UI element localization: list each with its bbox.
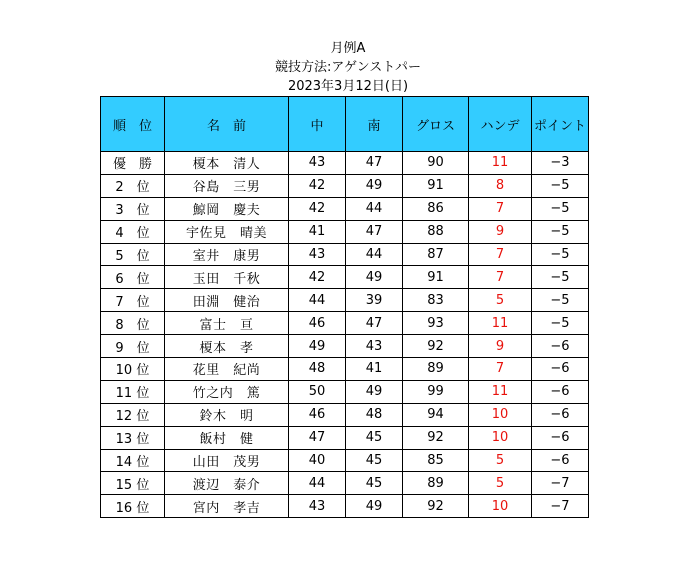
table-row [101,312,589,335]
handicap-cell: 7 [469,266,532,289]
handicap-cell: 9 [469,335,532,358]
table-row [101,495,589,518]
points-cell: −5 [532,174,589,197]
gross-cell: 90 [403,152,469,175]
handicap-cell: 10 [469,495,532,518]
points-cell: −6 [532,426,589,449]
out-score-cell: 43 [289,152,346,175]
column-header-handicap: ハンデ [469,97,532,152]
rank-cell: 8 位 [101,312,165,335]
name-cell: 鈴木 明 [165,403,289,426]
rank-cell: 4 位 [101,220,165,243]
name-cell: 富士 亘 [165,312,289,335]
rank-cell: 14 位 [101,449,165,472]
gross-cell: 92 [403,426,469,449]
in-score-cell: 41 [346,358,403,381]
results-table [100,96,589,518]
in-score-cell: 45 [346,472,403,495]
out-score-cell: 49 [289,335,346,358]
gross-cell: 89 [403,358,469,381]
gross-cell: 88 [403,220,469,243]
gross-cell: 92 [403,335,469,358]
gross-cell: 86 [403,197,469,220]
table-row [101,449,589,472]
column-header-rank: 順 位 [101,97,165,152]
points-cell: −7 [532,495,589,518]
rank-cell: 15 位 [101,472,165,495]
gross-cell: 91 [403,174,469,197]
table-row [101,174,589,197]
name-cell: 榎本 孝 [165,335,289,358]
column-header-gross: グロス [403,97,469,152]
rank-cell: 5 位 [101,243,165,266]
in-score-cell: 39 [346,289,403,312]
handicap-cell: 5 [469,449,532,472]
handicap-cell: 10 [469,426,532,449]
name-cell: 花里 紀尚 [165,358,289,381]
points-cell: −7 [532,472,589,495]
points-cell: −5 [532,312,589,335]
rank-cell: 9 位 [101,335,165,358]
in-score-cell: 43 [346,335,403,358]
competition-format: 競技方法:アゲンストパー [274,60,422,75]
rank-cell: 7 位 [101,289,165,312]
handicap-cell: 10 [469,403,532,426]
out-score-cell: 42 [289,197,346,220]
gross-cell: 83 [403,289,469,312]
table-row [101,335,589,358]
in-score-cell: 47 [346,220,403,243]
name-cell: 玉田 千秋 [165,266,289,289]
out-score-cell: 43 [289,243,346,266]
points-cell: −6 [532,335,589,358]
in-score-cell: 49 [346,495,403,518]
rank-cell: 2 位 [101,174,165,197]
table-row [101,197,589,220]
name-cell: 山田 茂男 [165,449,289,472]
out-score-cell: 41 [289,220,346,243]
out-score-cell: 40 [289,449,346,472]
out-score-cell: 44 [289,472,346,495]
name-cell: 渡辺 泰介 [165,472,289,495]
rank-cell: 6 位 [101,266,165,289]
points-cell: −6 [532,358,589,381]
points-cell: −5 [532,220,589,243]
name-cell: 室井 康男 [165,243,289,266]
handicap-cell: 5 [469,472,532,495]
name-cell: 宇佐見 晴美 [165,220,289,243]
out-score-cell: 46 [289,403,346,426]
handicap-cell: 11 [469,152,532,175]
in-score-cell: 45 [346,449,403,472]
results-body [101,152,589,518]
handicap-cell: 7 [469,243,532,266]
in-score-cell: 47 [346,152,403,175]
name-cell: 谷島 三男 [165,174,289,197]
column-header-name: 名 前 [165,97,289,152]
handicap-cell: 7 [469,197,532,220]
table-row [101,426,589,449]
points-cell: −5 [532,243,589,266]
table-row [101,380,589,403]
title-block [0,39,696,96]
competition-title: 月例A [330,41,366,56]
gross-cell: 91 [403,266,469,289]
gross-cell: 94 [403,403,469,426]
out-score-cell: 50 [289,380,346,403]
table-row [101,358,589,381]
table-row [101,289,589,312]
rank-cell: 13 位 [101,426,165,449]
points-cell: −6 [532,449,589,472]
points-cell: −5 [532,266,589,289]
gross-cell: 92 [403,495,469,518]
out-score-cell: 47 [289,426,346,449]
rank-cell: 11 位 [101,380,165,403]
in-score-cell: 47 [346,312,403,335]
name-cell: 竹之内 篤 [165,380,289,403]
handicap-cell: 11 [469,312,532,335]
rank-cell: 12 位 [101,403,165,426]
handicap-cell: 5 [469,289,532,312]
handicap-cell: 11 [469,380,532,403]
gross-cell: 89 [403,472,469,495]
in-score-cell: 49 [346,174,403,197]
gross-cell: 93 [403,312,469,335]
table-row [101,266,589,289]
handicap-cell: 7 [469,358,532,381]
out-score-cell: 43 [289,495,346,518]
table-row [101,243,589,266]
gross-cell: 85 [403,449,469,472]
rank-cell: 10 位 [101,358,165,381]
table-row [101,220,589,243]
name-cell: 榎本 清人 [165,152,289,175]
in-score-cell: 49 [346,380,403,403]
table-row [101,472,589,495]
rank-cell: 16 位 [101,495,165,518]
points-cell: −6 [532,403,589,426]
name-cell: 田淵 健治 [165,289,289,312]
table-row [101,152,589,175]
in-score-cell: 44 [346,243,403,266]
out-score-cell: 46 [289,312,346,335]
points-cell: −5 [532,197,589,220]
column-header-points: ポイント [532,97,589,152]
rank-cell: 3 位 [101,197,165,220]
gross-cell: 87 [403,243,469,266]
in-score-cell: 45 [346,426,403,449]
gross-cell: 99 [403,380,469,403]
table-row [101,403,589,426]
column-header-out: 中 [289,97,346,152]
name-cell: 鯨岡 慶夫 [165,197,289,220]
out-score-cell: 42 [289,266,346,289]
out-score-cell: 44 [289,289,346,312]
points-cell: −3 [532,152,589,175]
handicap-cell: 8 [469,174,532,197]
in-score-cell: 48 [346,403,403,426]
rank-cell: 優 勝 [101,152,165,175]
points-cell: −6 [532,380,589,403]
column-header-in: 南 [346,97,403,152]
handicap-cell: 9 [469,220,532,243]
points-cell: −5 [532,289,589,312]
out-score-cell: 48 [289,358,346,381]
out-score-cell: 42 [289,174,346,197]
in-score-cell: 44 [346,197,403,220]
name-cell: 宮内 孝吉 [165,495,289,518]
in-score-cell: 49 [346,266,403,289]
name-cell: 飯村 健 [165,426,289,449]
competition-date: 2023年3月12日(日) [287,79,409,94]
header-row [101,97,589,152]
